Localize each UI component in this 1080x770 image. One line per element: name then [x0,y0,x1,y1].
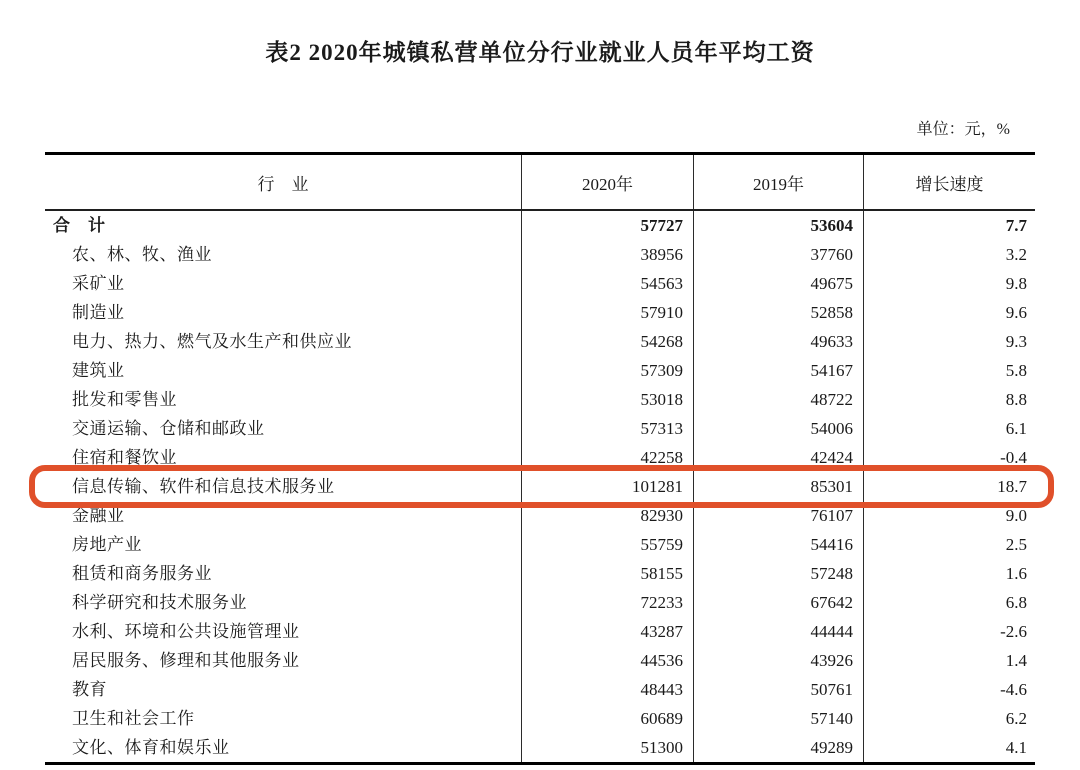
growth-rate: 2.5 [863,530,1035,559]
growth-rate: -2.6 [863,617,1035,646]
value-2020: 54563 [521,269,693,298]
value-2019: 54006 [693,414,863,443]
table-row-highlighted [45,472,1035,501]
growth-rate: 9.3 [863,327,1035,356]
growth-rate: 4.1 [863,733,1035,762]
value-2020: 43287 [521,617,693,646]
growth-rate: 9.8 [863,269,1035,298]
value-2019: 43926 [693,646,863,675]
growth-rate: 8.8 [863,385,1035,414]
value-2019: 57140 [693,704,863,733]
value-2020: 57727 [521,211,693,240]
value-2020: 57309 [521,356,693,385]
industry-name: 水利、环境和公共设施管理业 [72,622,300,641]
growth-rate: 7.7 [863,211,1035,240]
industry-name: 卫生和社会工作 [72,709,195,728]
value-2019: 49289 [693,733,863,762]
industry-name: 教育 [72,680,107,699]
value-2019: 85301 [693,472,863,501]
value-2019: 37760 [693,240,863,269]
table-row [45,501,1035,530]
col-header-industry: 行 业 [257,174,309,194]
table-row [45,704,1035,733]
industry-name: 采矿业 [72,274,125,293]
value-2019: 50761 [693,675,863,704]
industry-name: 金融业 [72,506,125,525]
industry-name: 制造业 [72,303,125,322]
industry-name: 信息传输、软件和信息技术服务业 [72,477,335,496]
value-2019: 52858 [693,298,863,327]
industry-name: 科学研究和技术服务业 [72,593,247,612]
table-row [45,327,1035,356]
table-row [45,443,1035,472]
table-row [45,675,1035,704]
industry-name: 建筑业 [72,361,125,380]
value-2019: 53604 [693,211,863,240]
value-2020: 101281 [521,472,693,501]
growth-rate: 6.2 [863,704,1035,733]
value-2020: 60689 [521,704,693,733]
value-2019: 42424 [693,443,863,472]
value-2019: 54167 [693,356,863,385]
table-row [45,298,1035,327]
wage-table [45,152,1035,765]
value-2020: 44536 [521,646,693,675]
growth-rate: 9.6 [863,298,1035,327]
growth-rate: 18.7 [863,472,1035,501]
value-2020: 57313 [521,414,693,443]
col-header-growth: 增长速度 [863,155,1035,209]
value-2020: 55759 [521,530,693,559]
industry-name: 租赁和商务服务业 [72,564,212,583]
value-2019: 54416 [693,530,863,559]
unit-label: 单位：元，% [916,121,1010,138]
table-row [45,530,1035,559]
table-body [45,211,1035,762]
value-2020: 57910 [521,298,693,327]
industry-name: 农、林、牧、渔业 [72,245,212,264]
industry-name: 电力、热力、燃气及水生产和供应业 [72,332,352,351]
industry-name: 文化、体育和娱乐业 [72,738,230,757]
table-row [45,646,1035,675]
growth-rate: -4.6 [863,675,1035,704]
col-header-2020: 2020年 [521,155,693,209]
table-row [45,356,1035,385]
growth-rate: 3.2 [863,240,1035,269]
growth-rate: 9.0 [863,501,1035,530]
value-2019: 76107 [693,501,863,530]
table-row [45,733,1035,762]
growth-rate: 1.6 [863,559,1035,588]
value-2019: 44444 [693,617,863,646]
table-row [45,559,1035,588]
growth-rate: 6.1 [863,414,1035,443]
value-2019: 57248 [693,559,863,588]
col-header-2019: 2019年 [693,155,863,209]
value-2020: 54268 [521,327,693,356]
industry-name: 合 计 [53,216,106,235]
industry-name: 住宿和餐饮业 [72,448,177,467]
table-row [45,385,1035,414]
table-row [45,240,1035,269]
table-row [45,269,1035,298]
value-2020: 42258 [521,443,693,472]
growth-rate: 1.4 [863,646,1035,675]
growth-rate: 5.8 [863,356,1035,385]
value-2020: 58155 [521,559,693,588]
value-2020: 53018 [521,385,693,414]
industry-name: 居民服务、修理和其他服务业 [72,651,300,670]
value-2019: 48722 [693,385,863,414]
value-2019: 67642 [693,588,863,617]
value-2020: 51300 [521,733,693,762]
value-2019: 49675 [693,269,863,298]
table-row [45,414,1035,443]
value-2020: 82930 [521,501,693,530]
table-row [45,588,1035,617]
industry-name: 房地产业 [72,535,142,554]
value-2020: 72233 [521,588,693,617]
value-2019: 49633 [693,327,863,356]
table-header-row [45,155,1035,211]
table-row [45,211,1035,240]
value-2020: 48443 [521,675,693,704]
table-row [45,617,1035,646]
growth-rate: 6.8 [863,588,1035,617]
table-title: 表2 2020年城镇私营单位分行业就业人员年平均工资 [265,40,815,65]
growth-rate: -0.4 [863,443,1035,472]
industry-name: 交通运输、仓储和邮政业 [72,419,265,438]
value-2020: 38956 [521,240,693,269]
industry-name: 批发和零售业 [72,390,177,409]
